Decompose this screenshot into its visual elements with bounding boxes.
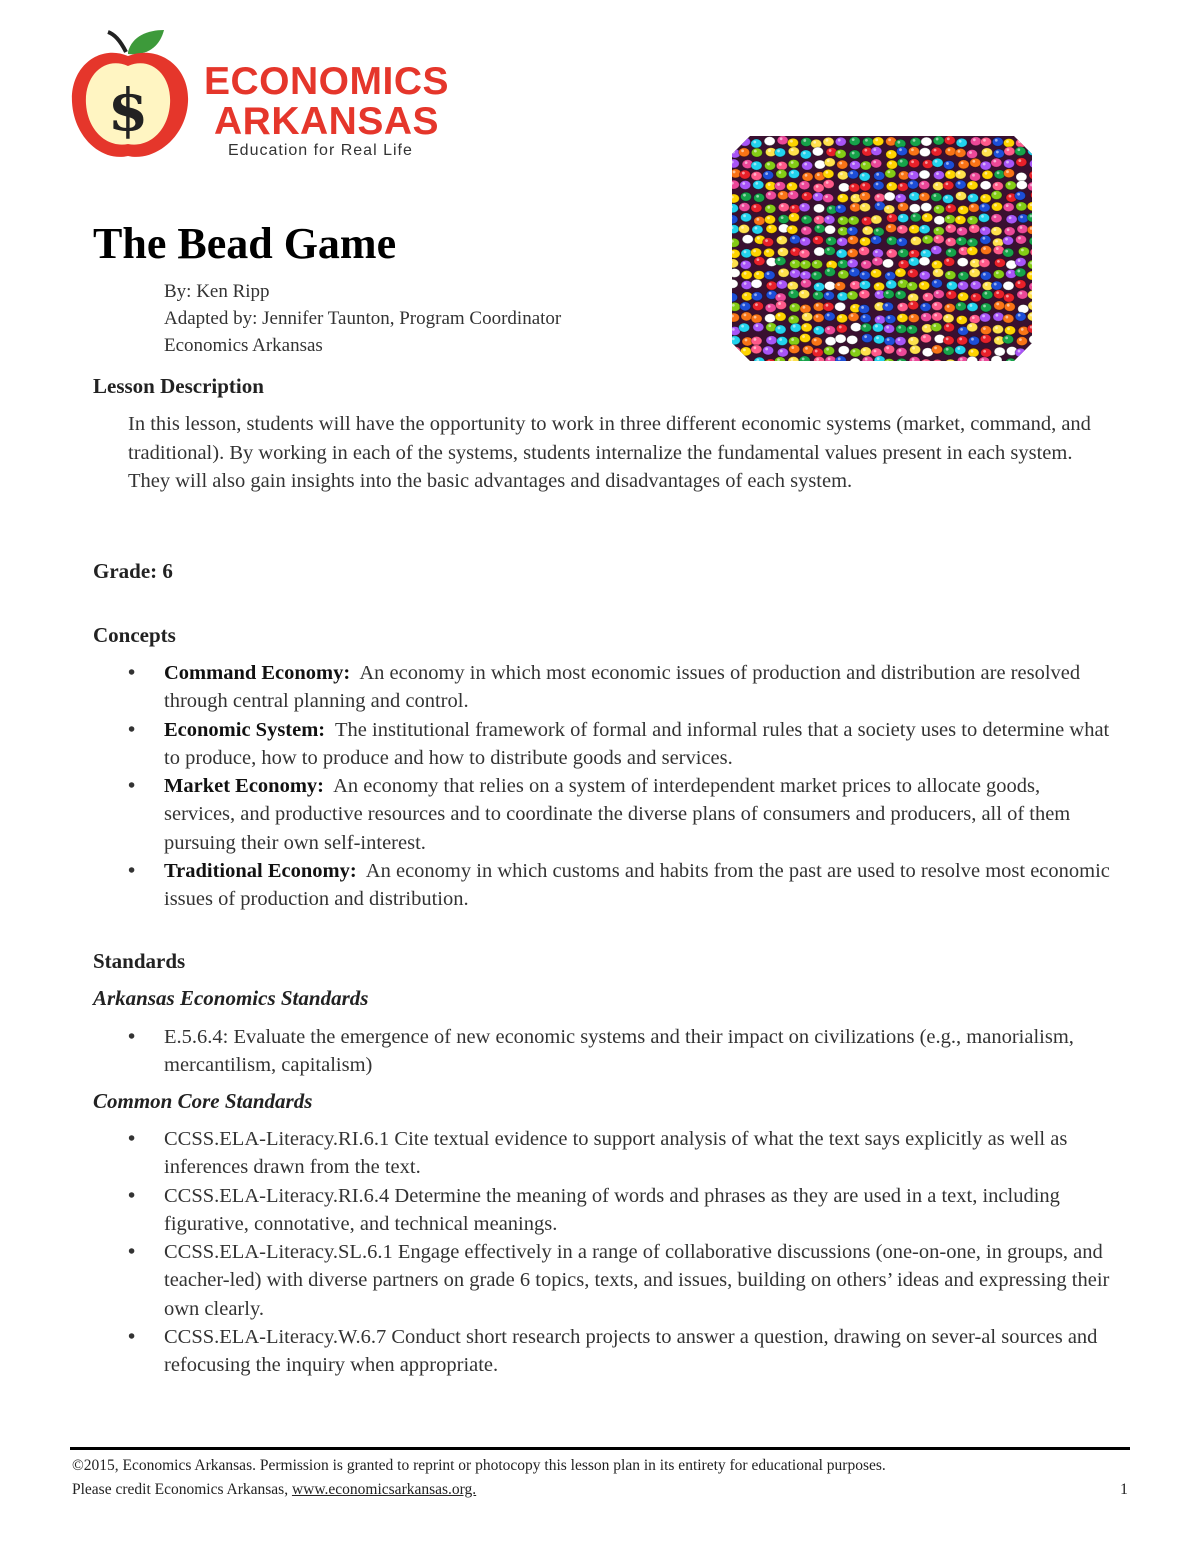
concepts-list [128, 659, 1113, 914]
svg-text:$: $ [107, 76, 149, 144]
concept-definition: An economy in which customs and habits from the past are used to resolve most economic issues of production and distribution. [164, 860, 1110, 911]
logo-wordmark-line1: ECONOMICS [204, 60, 450, 103]
concept-term: Command Economy: [164, 662, 351, 684]
concept-item [128, 772, 1113, 857]
concept-item [128, 857, 1113, 914]
grade-label: Grade: 6 [93, 559, 173, 583]
bullet-icon: • [128, 1128, 136, 1150]
common-core-heading: Common Core Standards [93, 1089, 313, 1113]
concept-term: Economic System: [164, 718, 326, 741]
logo-tagline: Education for Real Life [228, 142, 413, 159]
standard-item: • CCSS.ELA-Literacy.RI.6.4 Determine the meaning of words and phrases as they are used in a text, including figurative, connotative, and technical meanings. [128, 1182, 1113, 1239]
adapted-by-line: Adapted by: Jennifer Taunton, Program Coordinator [164, 308, 562, 329]
footer-credit-text: Please credit Economics Arkansas, [72, 1481, 292, 1498]
lesson-description-text: In this lesson, students will have the opportunity to work in three different economic systems (market, command, and traditional). By working in each of the systems, students internalize the fundamental values present in each system. They will also gain insights into the basic advantages and disadvantages of each system. [128, 413, 1091, 492]
arkansas-standards-heading: Arkansas Economics Standards [93, 986, 369, 1010]
bullet-icon: • [128, 718, 136, 741]
bullet-icon: • [128, 1241, 136, 1264]
bullet-icon: • [128, 662, 136, 684]
concept-term: Market Economy: [164, 775, 324, 798]
page-number: 1 [1120, 1481, 1128, 1498]
standard-item: • CCSS.ELA-Literacy.RI.6.1 Cite textual evidence to support analysis of what the text says explicitly as well as inferences drawn from the text. [128, 1125, 1113, 1182]
bullet-icon: • [128, 860, 136, 883]
standard-item: • CCSS.ELA-Literacy.SL.6.1 Engage effectively in a range of collaborative discussions (one-on-one, in groups, and teacher-led) with diverse partners on grade 6 topics, texts, and issues, building on others’ ideas and expressing their own clearly. [128, 1238, 1113, 1323]
bullet-icon: • [128, 1026, 136, 1048]
footer-copyright: ©2015, Economics Arkansas. Permission is granted to reprint or photocopy this lesson plan in its entirety for educational purposes. [72, 1457, 886, 1474]
apple-icon [68, 26, 208, 166]
standard-item: • CCSS.ELA-Literacy.W.6.7 Conduct short research projects to answer a question, drawing on sever-al sources and refocusing the inquiry when appropriate. [128, 1323, 1113, 1380]
concept-term: Traditional Economy: [164, 860, 357, 883]
concept-item [128, 659, 1113, 716]
page-title: The Bead Game [93, 219, 397, 268]
concept-definition: The institutional framework of formal and informal rules that a society uses to determine what to produce, how to produce and how to distribute goods and services. [164, 718, 1110, 769]
concept-definition: An economy in which most economic issues of production and distribution are resolved through central planning and control. [164, 662, 1081, 713]
website-link[interactable]: www.economicsarkansas.org. [291, 1481, 477, 1498]
arkansas-standards-list [128, 1023, 1113, 1080]
standard-item: • E.5.6.4: Evaluate the emergence of new economic systems and their impact on civilizations (e.g., manorialism, mercantilism, capitalism) [128, 1023, 1113, 1080]
bullet-icon: • [128, 1184, 136, 1207]
common-core-list [128, 1125, 1113, 1380]
byline [164, 278, 561, 359]
organization-line: Economics Arkansas [164, 335, 323, 356]
footer-divider [70, 1447, 1130, 1450]
bullet-icon: • [128, 775, 136, 798]
author-line: By: Ken Ripp [164, 281, 270, 302]
lesson-description-heading: Lesson Description [93, 374, 264, 398]
concept-item [128, 716, 1113, 773]
concepts-heading: Concepts [93, 623, 176, 647]
standards-heading: Standards [93, 949, 186, 973]
logo-wordmark-line2: ARKANSAS [214, 100, 440, 143]
bullet-icon: • [128, 1326, 136, 1349]
economics-arkansas-logo [68, 26, 448, 166]
beads-photo [732, 136, 1032, 361]
concept-definition: An economy that relies on a system of interdependent market prices to allocate goods, services, and productive resources and to coordinate the diverse plans of consumers and producers, all of them pursuing their own self-interest. [164, 775, 1071, 854]
footer-credit [72, 1481, 476, 1499]
